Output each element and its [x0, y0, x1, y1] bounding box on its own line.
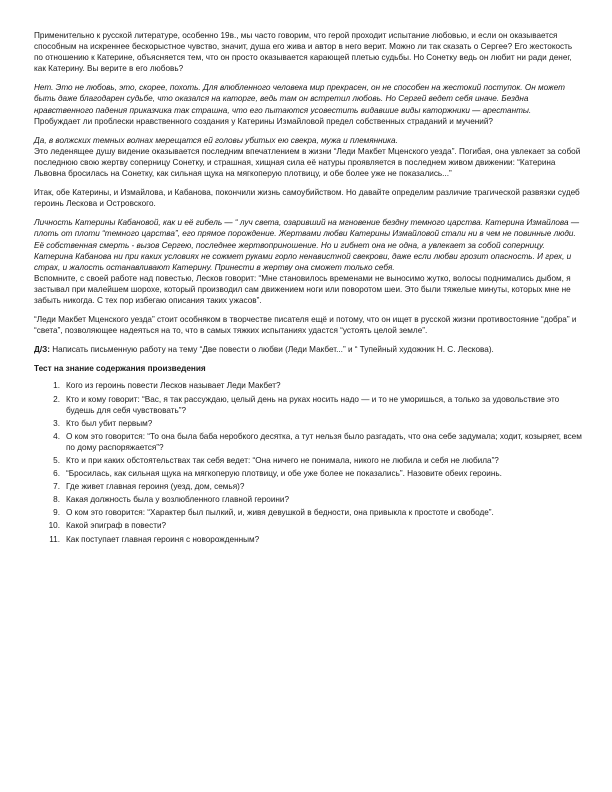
question-text: Как поступает главная героиня с новорожденным?: [66, 534, 260, 544]
paragraph-6: Итак, обе Катерины, и Измайлова, и Кабанова, покончили жизнь самоубийством. Но давайте определим различие трагической развязки судеб героинь Лескова и Островского.: [34, 188, 580, 209]
paragraph-8: Вспомните, с своей работе над повестью, Лесков говорит: “Мне становилось временами не выносимо жутко, волосы поднимались дыбом, я застывал при малейшем шорохе, который производил сам движением ноги или поворотом шеи. Это были тяжелые минуты, которых мне не забыть никогда. С тех пор избегаю описания таких ужасов”.: [34, 273, 571, 305]
paragraph-5: Это леденящее душу видение оказывается последним впечатлением в жизни “Леди Макбет Мценского уезда”. Погибая, она увлекает за собой последнюю свою жертву соперницу Сонетку, и страшная, хищная сила её натуры проявляется в последнем живом движении: “Катерина Львовна бросилась на Сонетку, как сильная щука на мягкоперую плотвицу, и обе более уже не показались...”: [34, 146, 581, 179]
paragraph-9: “Леди Макбет Мценского уезда” стоит особняком в творчестве писателя ещё и потому, что он ищет в русской жизни противостояние “добра” и “света”, позволяющее надеяться на то, что в самых тяжких испытаниях удастся “устоять целой земле”.: [34, 315, 577, 336]
paragraph-2: Нет. Это не любовь, это, скорее, похоть. Для влюбленного человека мир прекрасен, он не способен на жестокий поступок. Он может быть даже благодарен судьбе, что оказался на каторге, ведь там он встретил любовь. Но Сергей ведет себя иначе. Бездна нравственного падения приказчика так страшна, что его пытаются усовестить видавшие виды каторжники — арестанты.: [34, 83, 565, 115]
list-item: [48, 520, 582, 531]
question-text: Кто был убит первым?: [66, 418, 153, 428]
document-page: [34, 30, 582, 547]
paragraph-4: Да, в волжских темных волнах мерещатся ей головы убитых ею свекра, мужа и племянника.: [34, 135, 398, 145]
question-number: 4.: [53, 431, 60, 441]
question-number: 5.: [53, 456, 60, 465]
question-number: 7.: [53, 482, 60, 492]
list-item: [53, 507, 582, 518]
question-number: 3.: [53, 418, 60, 428]
homework-label: Д/З:: [34, 345, 50, 355]
question-text: О ком это говорится: “Характер был пылкий, и, живя девушкой в бедности, она привыкла к простоте и свободе”.: [66, 508, 494, 518]
homework-text: Написать письменную работу на тему “Две повести о любви (Леди Макбет...” и “ Тупейный художник Н. С. Лескова).: [49, 345, 494, 355]
question-number: 2.: [53, 394, 60, 404]
list-item: [53, 455, 582, 466]
question-number: 9.: [53, 508, 60, 518]
question-text: Какой эпиграф в повести?: [66, 521, 167, 531]
list-item: [53, 380, 582, 391]
question-number: 8.: [53, 495, 60, 505]
question-text: Кто и при каких обстоятельствах так себя ведет: “Она ничего не понимала, никого не любила и себя не любила”?: [66, 456, 499, 465]
question-number: 6.: [53, 469, 60, 479]
question-number: 1.: [53, 381, 60, 391]
question-text: Какая должность была у возлюбленного главной героини?: [66, 495, 290, 505]
question-text: “Бросилась, как сильная щука на мягкоперую плотвицу, и обе уже более не показались”. Назовите обеих героинь.: [66, 469, 502, 479]
list-item: [53, 481, 582, 492]
homework-paragraph: [34, 344, 582, 355]
paragraph-3: Пробуждает ли проблески нравственного создания у Катерины Измайловой предел собственных страданий и мучений?: [34, 116, 493, 126]
question-text: Кого из героинь повести Лесков называет Леди Макбет?: [66, 381, 281, 391]
question-list: [34, 380, 582, 544]
paragraph-1: Применительно к русской литературе, особенно 19в., мы часто говорим, что герой проходит испытание любовью, и если он оказывается способным на искреннее бескорыстное чувство, значит, душа его жива и автор в него верит. Можно ли так сказать о Сергее? Его жестокость по отношению к Катерине, объясняется тем, что он просто оказывается карающей плетью судьбы. Но Сонетку ведь он любит ни ради денег, как Катерину. Вы верите в его любовь?: [34, 31, 573, 74]
paragraph-7: Личность Катерины Кабановой, как и её гибель — “ луч света, озаривший на мгновение бездну темного царства. Катерина Измайлова — плоть от плоти “темного царства”, его прямое порождение. Жертвами любви Катерины Измайловой стали ни в чем не повинные люди. Её собственная смерть - вызов Сергею, последнее жертвоприношение. Но и гибнет она не одна, а увлекает за собой соперницу. Катерина Кабанова ни при каких условиях не сожмет руками горло ненавистной свекрови, даже если любви грозит опасность. И грех, и страх, и жалость останавливают Катерину. Принести в жертву она сможет только себя.: [34, 218, 580, 272]
list-item: [53, 431, 582, 453]
list-item: [53, 394, 582, 416]
question-text: Где живет главная героиня (уезд, дом, семья)?: [66, 482, 245, 492]
question-number: 11.: [49, 534, 60, 544]
list-item: [53, 494, 582, 505]
list-item: [49, 534, 582, 545]
question-text: Кто и кому говорит: “Вас, я так рассуждаю, целый день на руках носить надо — и то не уморишься, а только за удовольствие это будешь для себя чувствовать”?: [66, 394, 560, 415]
question-text: О ком это говорится: “То она была баба неробкого десятка, а тут нельзя было разгадать, что она себе задумала; ходит, козыряет, всем по дому распоряжается”?: [66, 431, 582, 452]
list-item: [53, 418, 582, 429]
test-title: Тест на знание содержания произведения: [34, 364, 206, 374]
question-number: 10.: [48, 521, 60, 531]
list-item: [53, 468, 582, 479]
